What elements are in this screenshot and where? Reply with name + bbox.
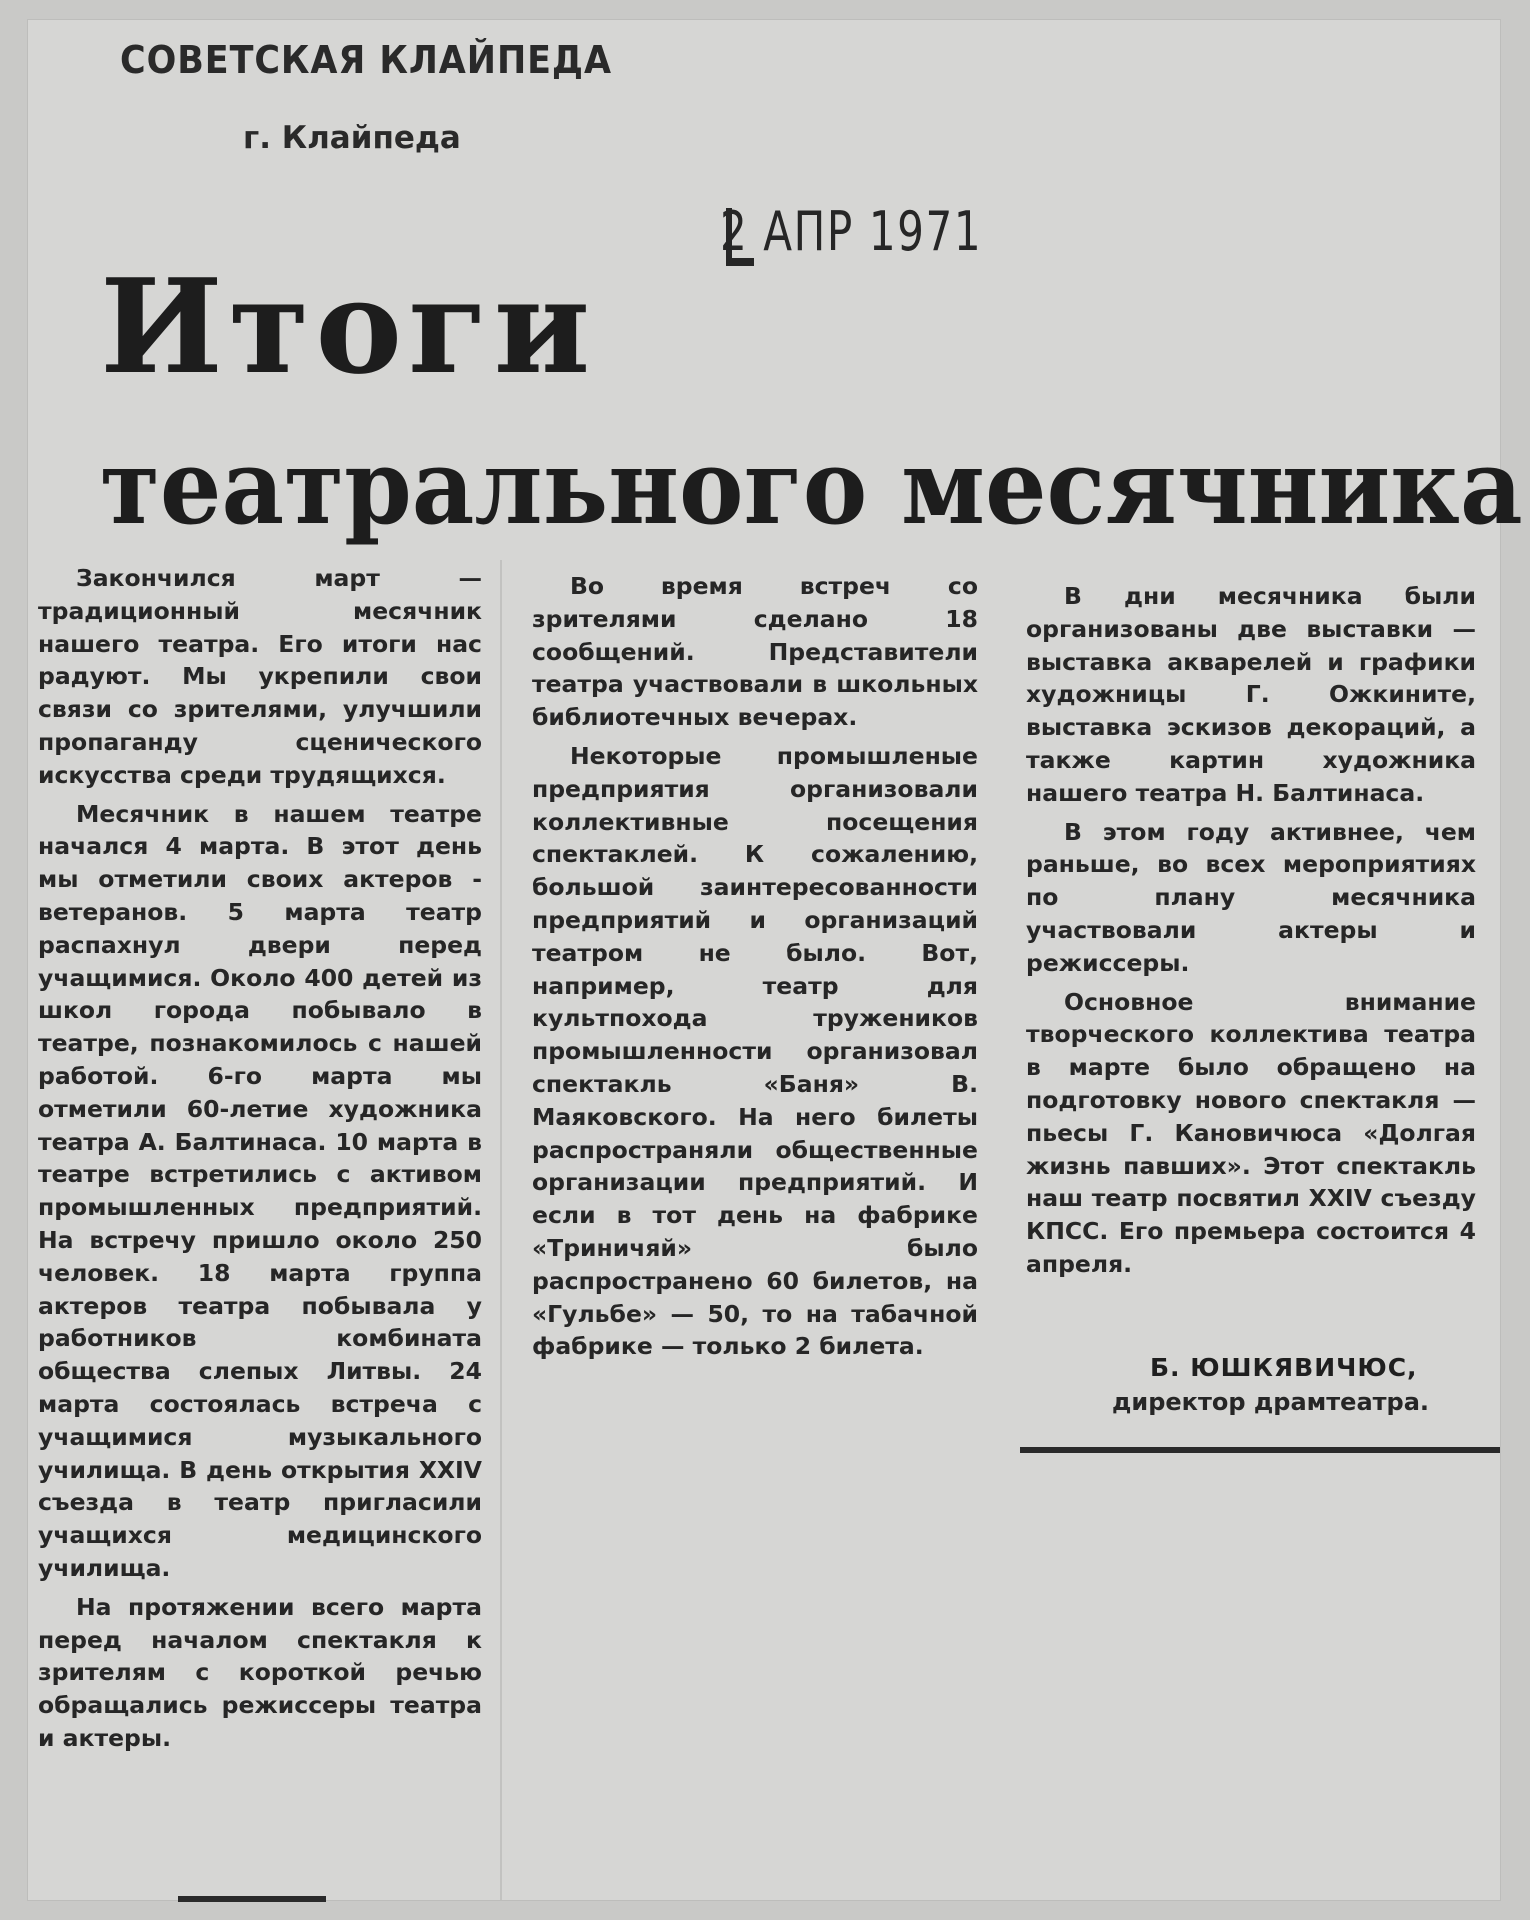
headline-line-2: театрального месячника [100,425,1523,548]
paragraph: В этом году активнее, чем раньше, во всех мероприятиях по плану месячника участвовали актеры и режиссеры. [1026,817,1476,977]
newspaper-masthead: СОВЕТСКАЯ КЛАЙПЕДА [120,38,612,82]
date-stamp: 2 АПР 1971 [720,200,983,263]
paragraph: Некоторые промышленые предприятия организовали коллективные посещения спектаклей. К сожалению, большой заинтересованности предприятий и организаций театром не было. Вот, например, театр для культпохода тружеников промышленности организовал спектакль «Баня» В. Маяковского. На него билеты распространяли общественные организации предприятий. И если в тот день на фабрике «Триничяй» было распространено 60 билетов, на «Гульбе» — 50, то на табачной фабрике — только 2 билета. [532,741,978,1361]
headline-line-1: Итоги [100,250,597,403]
paragraph: На протяжении всего марта перед началом спектакля к зрителям с короткой речью обращались режиссеры театра и актеры. [38,1592,482,1752]
paragraph: Во время встреч со зрителями сделано 18 сообщений. Представители театра участвовали в школьных библиотечных вечерах. [532,572,978,732]
article-column-2 [532,570,978,1369]
paragraph: Закончился март — традиционный месячник нашего театра. Его итоги нас радуют. Мы укрепили свои связи со зрителями, улучшили пропаганду сценического искусства среди трудящихся. [38,564,482,789]
author-role: директор драмтеатра. [1112,1388,1430,1416]
newspaper-city: г. Клайпеда [243,120,461,156]
column-divider [500,560,502,1900]
paragraph: Месячник в нашем театре начался 4 марта. В этот день мы отметили своих актеров - ветеранов. 5 марта театр распахнул двери перед учащимися. Около 400 детей из школ города побывало в театре, познакомилось с нашей работой. 6-го марта мы отметили 60-летие художника театра А. Балтинаса. 10 марта в театре встретились с активом промышленных предприятий. На встречу пришло около 250 человек. 18 марта группа актеров театра побывала у работников комбината общества слепых Литвы. 24 марта состоялась встреча с учащимися музыкального училища. В день открытия XXIV съезда в театр пригласили учащихся медицинского училища. [38,799,482,1582]
article-column-1 [38,562,482,1761]
article-end-rule [1020,1447,1500,1453]
paragraph: Основное внимание творческого коллектива театра в марте было обращено на подготовку нового спектакля — пьесы Г. Кановичюса «Долгая жизнь павших». Этот спектакль наш театр посвятил XXIV съезду КПСС. Его премьера состоится 4 апреля. [1026,987,1476,1278]
paragraph: В дни месячника были организованы две выставки — выставка акварелей и графики художницы Г. Ожкините, выставка эскизов декораций, а также картин художника нашего театра Н. Балтинаса. [1026,582,1476,807]
author-signature: Б. ЮШКЯВИЧЮС, [1150,1353,1418,1382]
end-underline [178,1896,326,1902]
article-column-3 [1026,580,1476,1287]
